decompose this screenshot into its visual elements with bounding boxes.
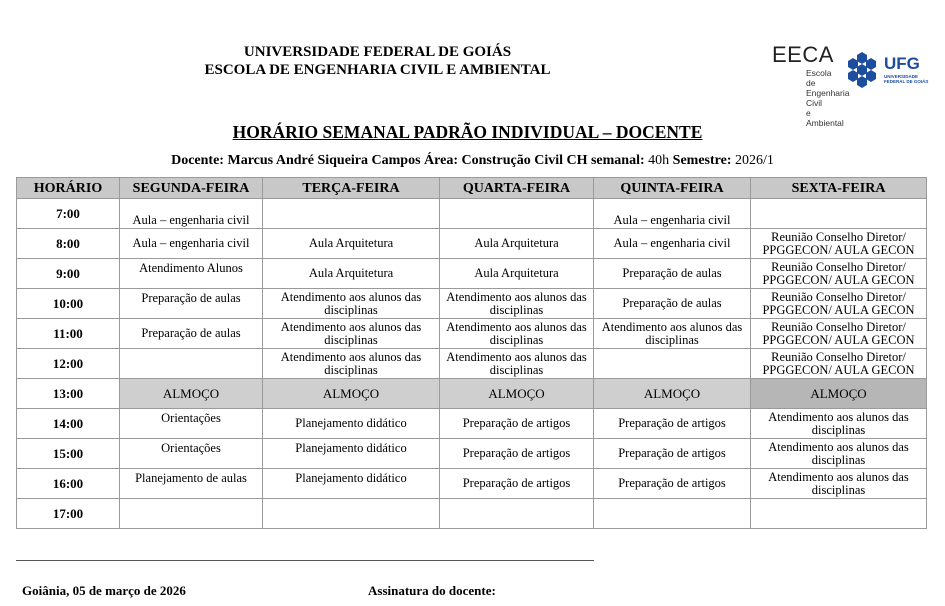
ch-label: CH semanal:	[566, 153, 645, 168]
schedule-cell: Atendimento aos alunos das disciplinas	[751, 439, 927, 469]
schedule-cell	[263, 499, 440, 529]
header-terca: TERÇA-FEIRA	[263, 178, 440, 199]
semestre-label: Semestre:	[672, 153, 732, 168]
lunch-cell: ALMOÇO	[751, 379, 927, 409]
schedule-cell: Aula Arquitetura	[440, 229, 594, 259]
header-horario: HORÁRIO	[17, 178, 120, 199]
schedule-cell	[440, 199, 594, 229]
table-row	[17, 439, 927, 469]
table-row-lunch	[17, 379, 927, 409]
hour-cell: 11:00	[17, 319, 120, 349]
schedule-cell: Atendimento aos alunos das disciplinas	[263, 319, 440, 349]
schedule-cell: Orientações	[120, 409, 263, 439]
ufg-logo	[842, 50, 932, 90]
schedule-cell	[594, 349, 751, 379]
eeca-sub-line: Escola de	[806, 68, 832, 88]
eeca-logo-text: EECA	[772, 42, 834, 67]
signature-label: Assinatura do docente:	[368, 583, 496, 598]
hour-cell: 9:00	[17, 259, 120, 289]
table-row	[17, 349, 927, 379]
table-header-row	[17, 178, 927, 199]
schedule-cell: Preparação de artigos	[440, 469, 594, 499]
schedule-cell: Planejamento didático	[263, 439, 440, 469]
table-row	[17, 289, 927, 319]
schedule-cell	[120, 499, 263, 529]
schedule-cell: Atendimento aos alunos das disciplinas	[751, 469, 927, 499]
header-quinta: QUINTA-FEIRA	[594, 178, 751, 199]
schedule-cell: Aula Arquitetura	[263, 259, 440, 289]
hour-cell: 13:00	[17, 379, 120, 409]
table-row	[17, 319, 927, 349]
table-row	[17, 199, 927, 229]
header-quarta: QUARTA-FEIRA	[440, 178, 594, 199]
schedule-cell: Aula – engenharia civil	[594, 199, 751, 229]
hour-cell: 8:00	[17, 229, 120, 259]
hour-cell: 17:00	[17, 499, 120, 529]
semestre-value: 2026/1	[734, 153, 774, 168]
hour-cell: 7:00	[17, 199, 120, 229]
schedule-cell: Atendimento Alunos	[120, 259, 263, 289]
schedule-cell: Reunião Conselho Diretor/ PPGGECON/ AULA GECON	[751, 259, 927, 289]
schedule-cell: Atendimento aos alunos das disciplinas	[440, 349, 594, 379]
eeca-logo-subtitle	[806, 68, 850, 128]
schedule-cell: Aula Arquitetura	[440, 259, 594, 289]
schedule-cell: Reunião Conselho Diretor/ PPGGECON/ AULA GECON	[751, 349, 927, 379]
schedule-cell: Preparação de artigos	[594, 439, 751, 469]
hour-cell: 16:00	[17, 469, 120, 499]
schedule-cell: Aula Arquitetura	[263, 229, 440, 259]
schedule-cell: Preparação de artigos	[440, 439, 594, 469]
ufg-logo-text: UFG	[884, 54, 920, 73]
schedule-table	[16, 177, 927, 529]
schedule-cell: Aula – engenharia civil	[594, 229, 751, 259]
schedule-cell: Atendimento aos alunos das disciplinas	[440, 319, 594, 349]
schedule-cell: Planejamento didático	[263, 469, 440, 499]
area-label: Área:	[424, 153, 458, 168]
university-name: UNIVERSIDADE FEDERAL DE GOIÁS	[243, 44, 512, 60]
schedule-cell: Aula – engenharia civil	[120, 229, 263, 259]
lunch-cell: ALMOÇO	[594, 379, 751, 409]
table-row	[17, 229, 927, 259]
schedule-cell	[120, 349, 263, 379]
schedule-cell: Atendimento aos alunos das disciplinas	[594, 319, 751, 349]
schedule-cell: Reunião Conselho Diretor/ PPGGECON/ AULA GECON	[751, 229, 927, 259]
schedule-cell: Planejamento didático	[263, 409, 440, 439]
table-row	[17, 499, 927, 529]
signature-line	[16, 560, 594, 561]
area-value: Construção Civil	[461, 153, 563, 168]
docente-name: Marcus André Siqueira Campos	[227, 153, 421, 168]
lunch-cell: ALMOÇO	[440, 379, 594, 409]
schedule-cell: Atendimento aos alunos das disciplinas	[751, 409, 927, 439]
schedule-cell	[263, 199, 440, 229]
schedule-cell	[751, 199, 927, 229]
schedule-cell: Atendimento aos alunos das disciplinas	[263, 349, 440, 379]
schedule-cell: Preparação de artigos	[594, 469, 751, 499]
eeca-sub-line: e Ambiental	[806, 108, 844, 128]
header-sexta: SEXTA-FEIRA	[751, 178, 927, 199]
table-row	[17, 469, 927, 499]
ufg-sub-line: FEDERAL DE GOIÁS	[884, 79, 929, 84]
schedule-cell	[440, 499, 594, 529]
header-segunda: SEGUNDA-FEIRA	[120, 178, 263, 199]
schedule-cell: Preparação de aulas	[120, 289, 263, 319]
ufg-logo-subtitle	[884, 74, 928, 84]
lunch-cell: ALMOÇO	[263, 379, 440, 409]
schedule-cell: Atendimento aos alunos das disciplinas	[440, 289, 594, 319]
hour-cell: 14:00	[17, 409, 120, 439]
school-name: ESCOLA DE ENGENHARIA CIVIL E AMBIENTAL	[204, 62, 551, 78]
schedule-cell: Reunião Conselho Diretor/ PPGGECON/ AULA GECON	[751, 289, 927, 319]
lunch-cell: ALMOÇO	[120, 379, 263, 409]
table-row	[17, 259, 927, 289]
schedule-cell	[751, 499, 927, 529]
ufg-sub-line: UNIVERSIDADE	[884, 74, 919, 79]
schedule-cell: Preparação de artigos	[440, 409, 594, 439]
place-date: Goiânia, 05 de março de 2026	[22, 583, 186, 598]
schedule-cell: Orientações	[120, 439, 263, 469]
docente-label: Docente:	[171, 153, 224, 168]
hour-cell: 12:00	[17, 349, 120, 379]
ufg-hexagons-icon	[842, 50, 882, 90]
schedule-cell: Preparação de artigos	[594, 409, 751, 439]
eeca-sub-line: Engenharia Civil	[806, 88, 850, 108]
schedule-cell: Reunião Conselho Diretor/ PPGGECON/ AULA GECON	[751, 319, 927, 349]
table-row	[17, 409, 927, 439]
schedule-cell: Atendimento aos alunos das disciplinas	[263, 289, 440, 319]
page-title: HORÁRIO SEMANAL PADRÃO INDIVIDUAL – DOCENTE	[232, 122, 703, 142]
hour-cell: 15:00	[17, 439, 120, 469]
docente-info	[0, 153, 945, 169]
schedule-cell: Preparação de aulas	[120, 319, 263, 349]
schedule-cell: Preparação de aulas	[594, 289, 751, 319]
ch-value: 40h	[648, 153, 670, 168]
schedule-cell: Preparação de aulas	[594, 259, 751, 289]
eeca-logo	[772, 42, 850, 128]
schedule-cell	[594, 499, 751, 529]
hour-cell: 10:00	[17, 289, 120, 319]
schedule-cell: Aula – engenharia civil	[120, 199, 263, 229]
schedule-cell: Planejamento de aulas	[120, 469, 263, 499]
